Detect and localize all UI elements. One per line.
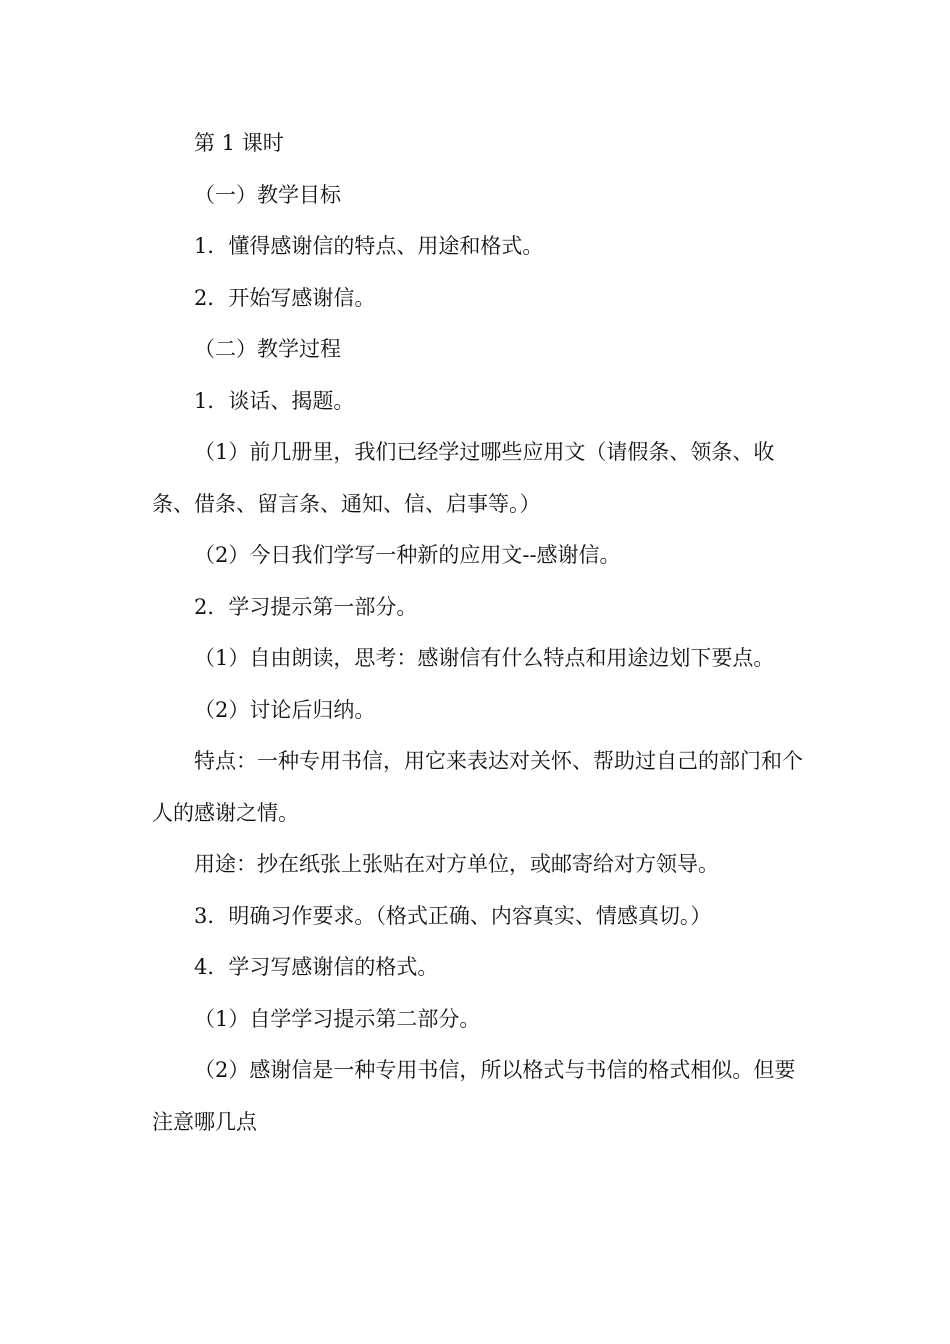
process-substep: （1）自由朗读，思考：感谢信有什么特点和用途边划下要点。 bbox=[194, 646, 775, 670]
lesson-title: 第 1 课时 bbox=[194, 131, 284, 155]
process-step: 2．学习提示第一部分。 bbox=[194, 594, 418, 619]
section-heading-process: （二）教学过程 bbox=[194, 337, 341, 361]
objective-item: 1．懂得感谢信的特点、用途和格式。 bbox=[194, 234, 544, 258]
process-step: 1．谈话、揭题。 bbox=[194, 388, 355, 413]
process-substep: （1）自学学习提示第二部分。 bbox=[194, 1006, 481, 1031]
process-step: 4．学习写感谢信的格式。 bbox=[194, 955, 439, 979]
process-substep: （2）今日我们学写一种新的应用文--感谢信。 bbox=[194, 543, 621, 567]
usage-paragraph: 用途：抄在纸张上张贴在对方单位，或邮寄给对方领导。 bbox=[194, 852, 719, 876]
process-step: 3．明确习作要求。（格式正确、内容真实、情感真切。） bbox=[194, 903, 712, 928]
document-body bbox=[152, 118, 812, 1148]
process-substep: （2）感谢信是一种专用书信，所以格式与书信的格式相似。但要注意哪几点 bbox=[152, 1058, 796, 1134]
objective-item: 2．开始写感谢信。 bbox=[194, 285, 376, 310]
section-heading-objectives: （一）教学目标 bbox=[194, 182, 341, 207]
process-substep: （2）讨论后归纳。 bbox=[194, 697, 376, 722]
feature-paragraph: 特点：一种专用书信，用它来表达对关怀、帮助过自己的部门和个人的感谢之情。 bbox=[152, 749, 803, 825]
process-substep: （1）前几册里，我们已经学过哪些应用文（请假条、领条、收条、借条、留言条、通知、信、启事等。） bbox=[152, 440, 775, 516]
